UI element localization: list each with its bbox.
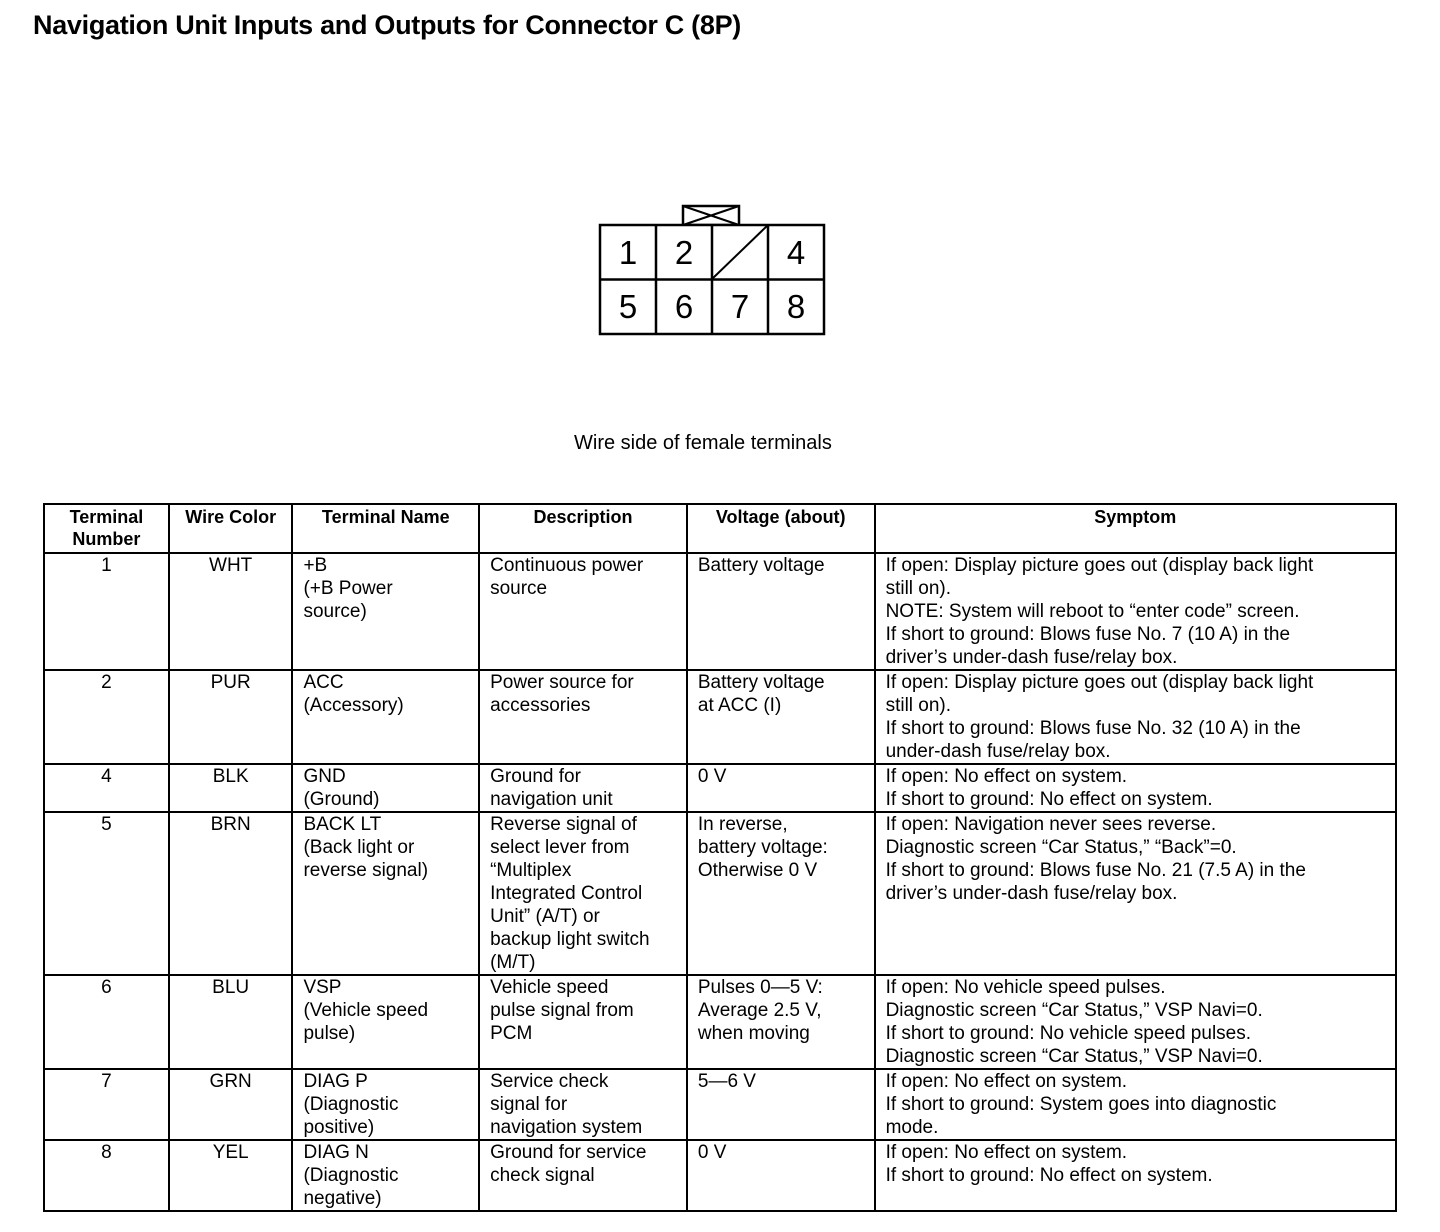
cell-line: mode.: [885, 1117, 939, 1138]
description-cell: [479, 670, 687, 764]
cell-line: navigation unit: [490, 789, 613, 810]
terminal-name-cell: [292, 553, 479, 670]
table-row: [44, 670, 1396, 764]
cell-line: If open: No vehicle speed pulses.: [885, 977, 1166, 998]
cell-line: check signal: [490, 1165, 595, 1186]
cell-line: (Vehicle speed: [303, 1000, 429, 1021]
cell-line: DIAG P: [303, 1071, 368, 1092]
cell-line: Pulses 0—5 V:: [697, 977, 823, 998]
table-header-row: [44, 504, 1396, 553]
cell-line: “Multiplex: [490, 860, 572, 881]
cell-line: still on).: [885, 695, 952, 716]
cell-line: +B: [303, 555, 328, 576]
cell-line: Battery voltage: [697, 555, 825, 576]
terminal-number-cell: 2: [44, 670, 169, 764]
symptom-cell: [875, 975, 1396, 1069]
cell-line: (Ground): [303, 789, 380, 810]
cell-line: If open: No effect on system.: [885, 1071, 1128, 1092]
terminal-number-cell: 5: [44, 812, 169, 975]
cell-line: Diagnostic screen “Car Status,” VSP Navi=0.: [885, 1046, 1263, 1067]
cell-line: Otherwise 0 V: [697, 860, 818, 881]
cell-line: If open: Navigation never sees reverse.: [885, 814, 1217, 835]
cell-line: battery voltage:: [697, 837, 828, 858]
cell-line: Power source for: [490, 672, 634, 693]
cell-line: pulse): [303, 1023, 356, 1044]
terminal-number-cell: 6: [44, 975, 169, 1069]
voltage-cell: [687, 1069, 875, 1140]
cell-line: source: [490, 578, 548, 599]
table-row: [44, 975, 1396, 1069]
cell-line: Battery voltage: [697, 672, 825, 693]
cell-line: 0 V: [697, 766, 727, 787]
cell-line: Vehicle speed: [490, 977, 609, 998]
wire-color-cell: BRN: [169, 812, 293, 975]
voltage-cell: [687, 670, 875, 764]
connector-latch: [683, 206, 739, 225]
voltage-cell: [687, 975, 875, 1069]
cell-line: Unit” (A/T) or: [490, 906, 600, 927]
header-voltage: Voltage (about): [687, 504, 875, 553]
symptom-cell: [875, 812, 1396, 975]
terminal-number-cell: 8: [44, 1140, 169, 1211]
table-row: [44, 553, 1396, 670]
cell-line: BACK LT: [303, 814, 382, 835]
terminal-name-cell: [292, 670, 479, 764]
cell-line: NOTE: System will reboot to “enter code” screen.: [885, 601, 1300, 622]
cell-line: navigation system: [490, 1117, 643, 1138]
cell-line: Reverse signal of: [490, 814, 637, 835]
terminal-name-cell: [292, 812, 479, 975]
header-terminal-number: Terminal Number: [44, 504, 169, 553]
terminal-name-cell: [292, 1140, 479, 1211]
cell-line: If open: Display picture goes out (display back light: [885, 672, 1314, 693]
cell-line: source): [303, 601, 367, 622]
cell-line: DIAG N: [303, 1142, 369, 1163]
voltage-cell: [687, 1140, 875, 1211]
cell-line: 5—6 V: [697, 1071, 756, 1092]
description-cell: [479, 1140, 687, 1211]
description-cell: [479, 975, 687, 1069]
cell-line: Average 2.5 V,: [697, 1000, 822, 1021]
voltage-cell: [687, 553, 875, 670]
cell-line: Ground for: [490, 766, 581, 787]
connector-diagram: [594, 200, 834, 345]
cell-line: GND: [303, 766, 346, 787]
symptom-cell: [875, 1069, 1396, 1140]
description-cell: [479, 553, 687, 670]
wire-color-cell: GRN: [169, 1069, 293, 1140]
wire-color-cell: BLK: [169, 764, 293, 812]
symptom-cell: [875, 764, 1396, 812]
cell-line: reverse signal): [303, 860, 429, 881]
wire-color-cell: BLU: [169, 975, 293, 1069]
cell-line: Diagnostic screen “Car Status,” “Back”=0.: [885, 837, 1237, 858]
cell-line: 0 V: [697, 1142, 727, 1163]
cell-line: driver’s under-dash fuse/relay box.: [885, 647, 1178, 668]
cell-line: (+B Power: [303, 578, 393, 599]
description-cell: [479, 812, 687, 975]
symptom-cell: [875, 670, 1396, 764]
terminal-number-cell: 4: [44, 764, 169, 812]
voltage-cell: [687, 812, 875, 975]
wire-color-cell: PUR: [169, 670, 293, 764]
cell-line: If open: No effect on system.: [885, 1142, 1128, 1163]
header-terminal-name: Terminal Name: [292, 504, 479, 553]
terminal-number-cell: 7: [44, 1069, 169, 1140]
cell-line: signal for: [490, 1094, 568, 1115]
header-symptom: Symptom: [875, 504, 1396, 553]
cell-line: VSP: [303, 977, 342, 998]
cell-line: under-dash fuse/relay box.: [885, 741, 1111, 762]
page-title: Navigation Unit Inputs and Outputs for Connector C (8P): [33, 10, 741, 40]
cell-line: select lever from: [490, 837, 630, 858]
cell-line: If short to ground: System goes into diagnostic: [885, 1094, 1277, 1115]
cell-line: If short to ground: Blows fuse No. 21 (7.5 A) in the: [885, 860, 1306, 881]
terminal-name-cell: [292, 1069, 479, 1140]
cell-line: still on).: [885, 578, 952, 599]
cell-line: If short to ground: No effect on system.: [885, 789, 1213, 810]
pin-label: 4: [786, 234, 806, 271]
pin-label: 5: [618, 288, 638, 325]
pin-label: 2: [674, 234, 694, 271]
pin-label: 6: [674, 288, 694, 325]
header-wire-color: Wire Color: [169, 504, 293, 553]
cell-line: ACC: [303, 672, 344, 693]
cell-line: In reverse,: [697, 814, 788, 835]
pin-label: 1: [618, 234, 638, 271]
wire-color-cell: WHT: [169, 553, 293, 670]
cell-line: Continuous power: [490, 555, 644, 576]
diagram-caption: Wire side of female terminals: [574, 432, 832, 454]
cell-line: negative): [303, 1188, 382, 1209]
table-row: [44, 812, 1396, 975]
cell-line: Diagnostic screen “Car Status,” VSP Navi=0.: [885, 1000, 1263, 1021]
cell-line: driver’s under-dash fuse/relay box.: [885, 883, 1178, 904]
cell-line: If short to ground: No vehicle speed pulses.: [885, 1023, 1252, 1044]
cell-line: (Accessory): [303, 695, 404, 716]
pin-label: 7: [730, 288, 750, 325]
cell-line: accessories: [490, 695, 591, 716]
table-row: [44, 1069, 1396, 1140]
terminal-name-cell: [292, 975, 479, 1069]
cell-line: when moving: [697, 1023, 810, 1044]
cell-line: positive): [303, 1117, 375, 1138]
cell-line: Service check: [490, 1071, 609, 1092]
description-cell: [479, 764, 687, 812]
cell-line: backup light switch: [490, 929, 650, 950]
wire-color-cell: YEL: [169, 1140, 293, 1211]
voltage-cell: [687, 764, 875, 812]
cell-line: (Diagnostic: [303, 1165, 399, 1186]
pin-label: 8: [786, 288, 806, 325]
cell-line: If short to ground: Blows fuse No. 32 (10 A) in the: [885, 718, 1301, 739]
terminal-number-cell: 1: [44, 553, 169, 670]
cell-line: (Diagnostic: [303, 1094, 399, 1115]
table-row: [44, 764, 1396, 812]
table-row: [44, 1140, 1396, 1211]
symptom-cell: [875, 1140, 1396, 1211]
cell-line: If open: Display picture goes out (display back light: [885, 555, 1314, 576]
terminal-table: [43, 503, 1397, 1212]
cell-line: (Back light or: [303, 837, 415, 858]
cell-line: Integrated Control: [490, 883, 643, 904]
cell-line: Ground for service: [490, 1142, 647, 1163]
cell-line: If short to ground: Blows fuse No. 7 (10 A) in the: [885, 624, 1291, 645]
cell-line: PCM: [490, 1023, 533, 1044]
description-cell: [479, 1069, 687, 1140]
cell-line: If short to ground: No effect on system.: [885, 1165, 1213, 1186]
cell-line: at ACC (I): [697, 695, 782, 716]
header-description: Description: [479, 504, 687, 553]
cell-line: pulse signal from: [490, 1000, 634, 1021]
cell-line: If open: No effect on system.: [885, 766, 1128, 787]
cell-line: (M/T): [490, 952, 536, 973]
symptom-cell: [875, 553, 1396, 670]
terminal-name-cell: [292, 764, 479, 812]
